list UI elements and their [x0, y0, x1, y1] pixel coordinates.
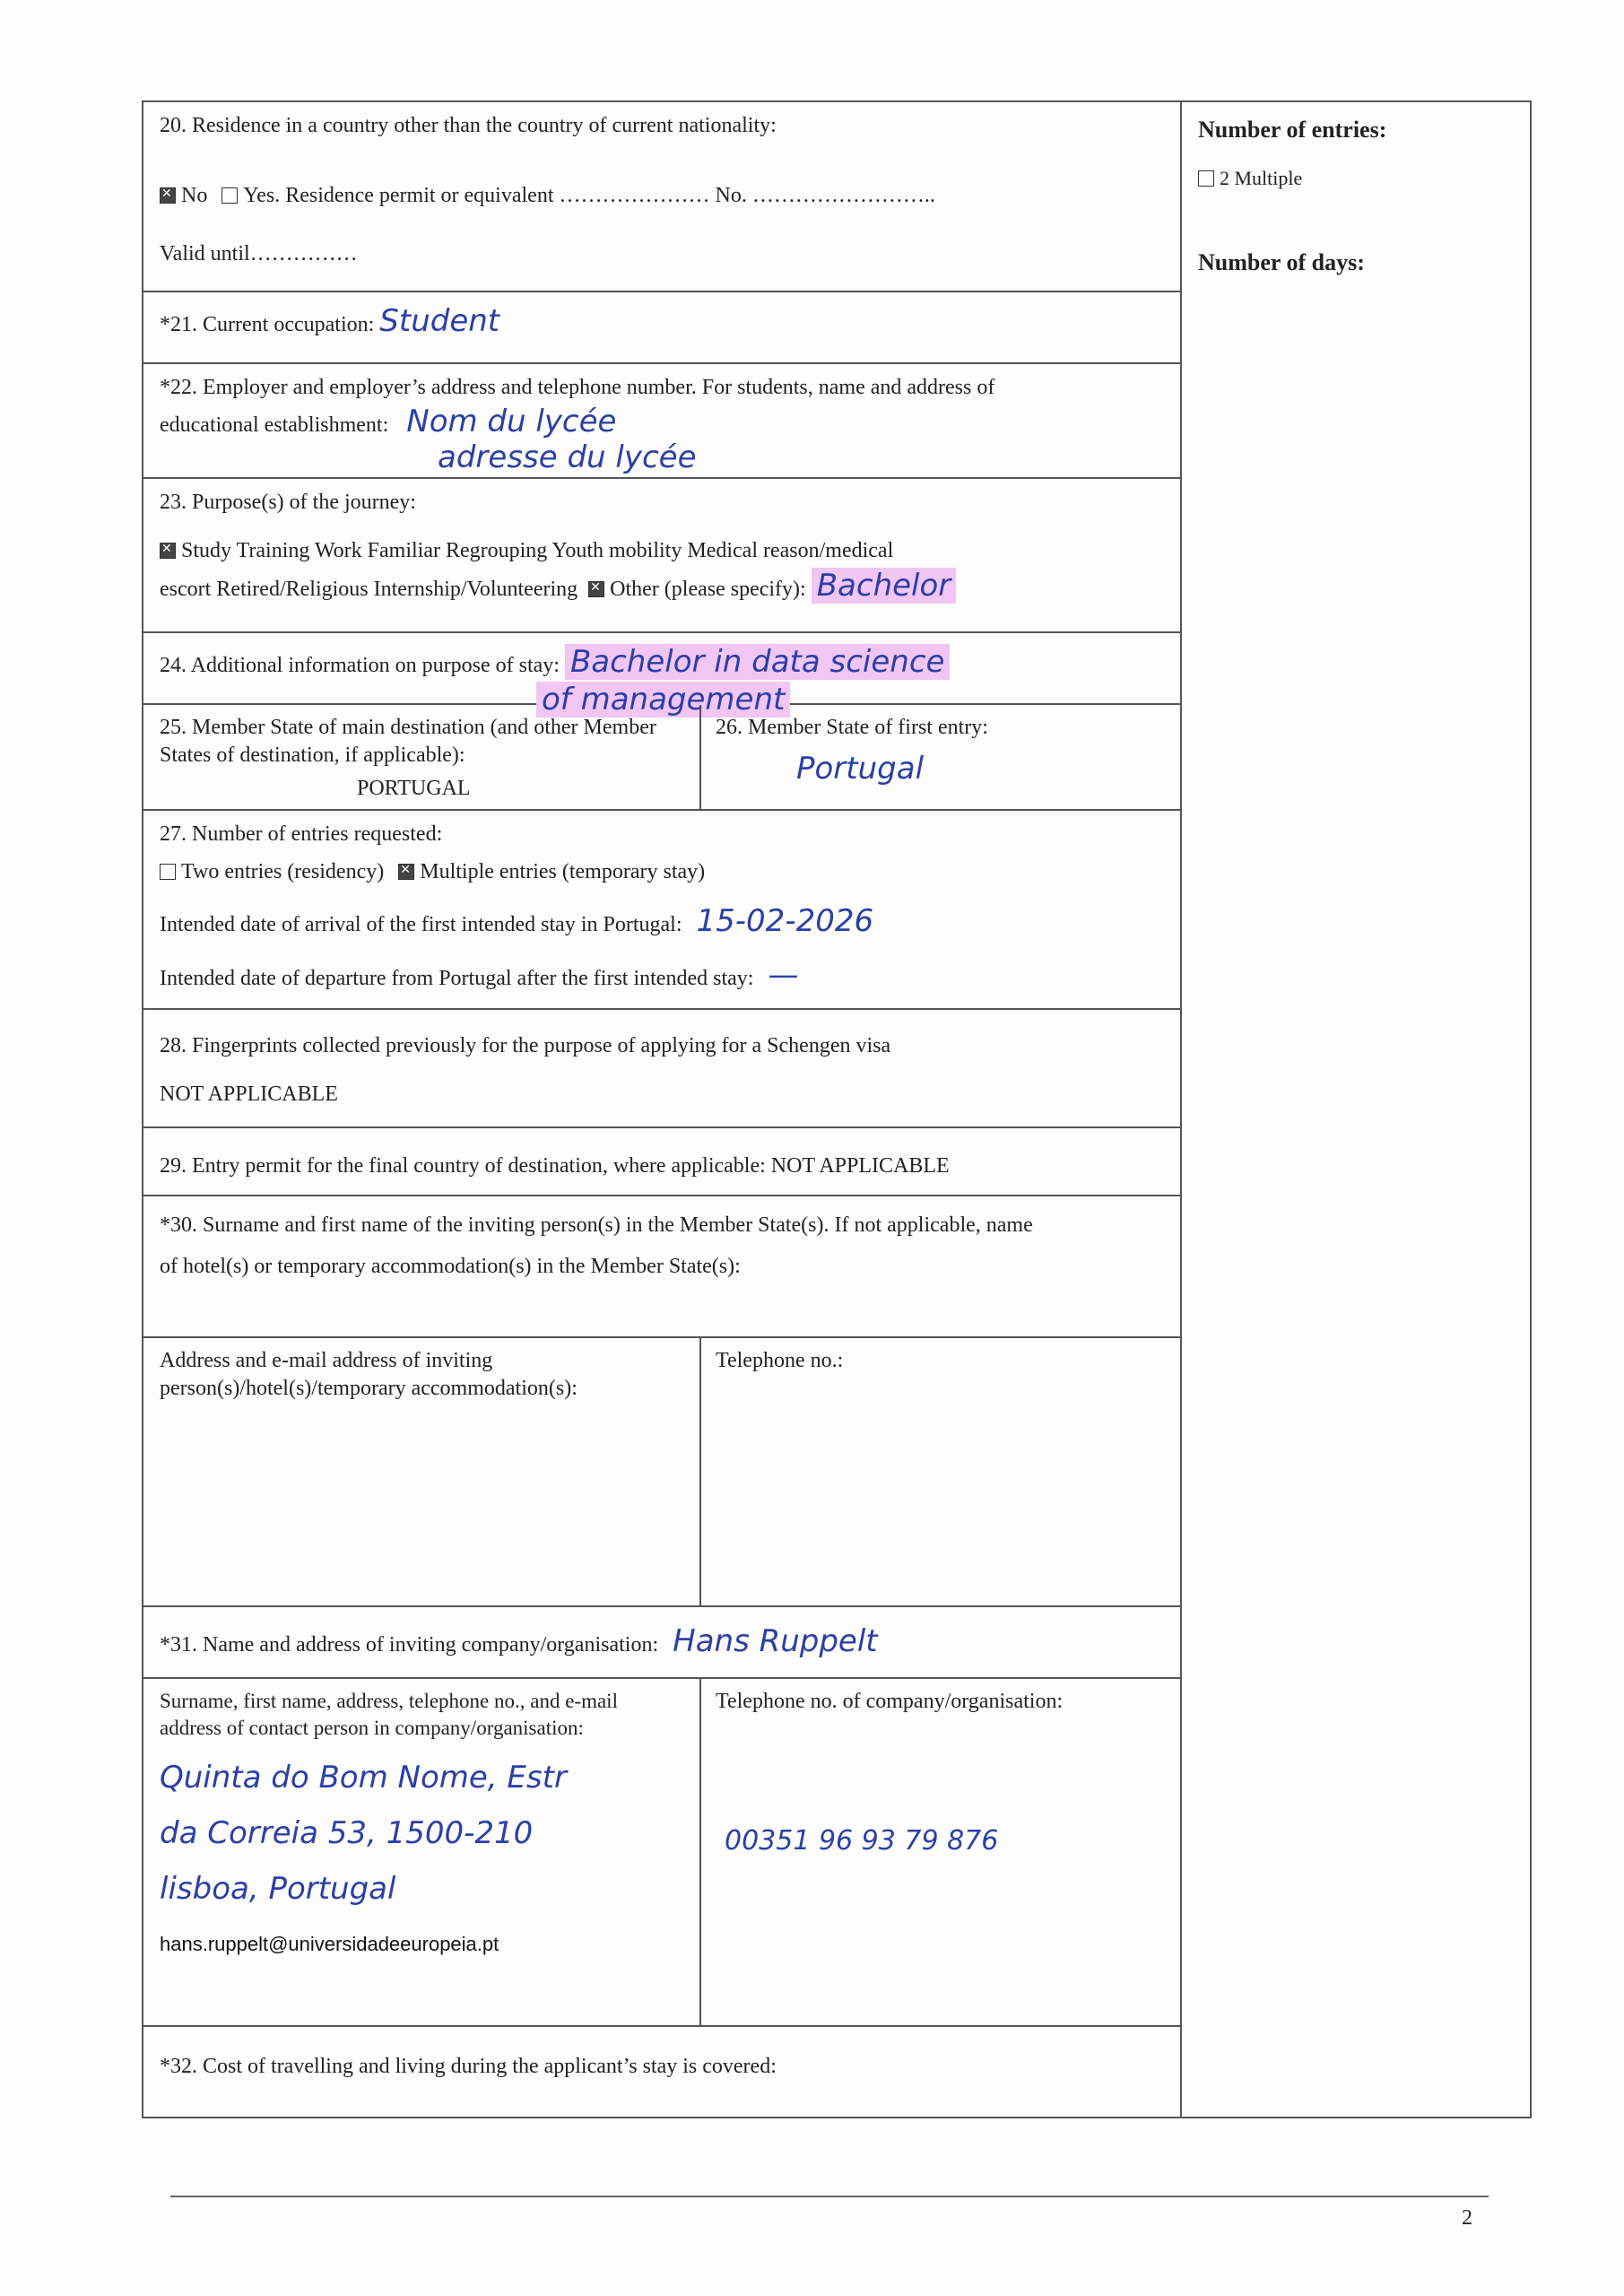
s27-multi-checkbox[interactable]: [398, 864, 414, 880]
section-24: [143, 633, 1182, 718]
s31-label: *31. Name and address of inviting company/organisation:: [160, 1633, 659, 1657]
contact-phone-value: 00351 96 93 79 876: [725, 1825, 999, 1857]
s23-other-label: Other (please specify):: [610, 577, 806, 601]
s20-title: 20. Residence in a country other than the country of current nationality:: [160, 114, 777, 137]
s23-study-checkbox[interactable]: [160, 543, 176, 559]
contact-addr3: lisboa, Portugal: [160, 1871, 396, 1908]
inviting-address-cell: [143, 1338, 699, 1605]
s30-label2: of hotel(s) or temporary accommodation(s) in the Member State(s):: [160, 1255, 741, 1279]
s20-no-checkbox[interactable]: [160, 187, 176, 204]
s32-label: *32. Cost of travelling and living during the applicant’s stay is covered:: [160, 2055, 777, 2078]
s21-value: Student: [379, 303, 500, 339]
s27-two-checkbox[interactable]: [160, 864, 176, 880]
s27-arrival-value: 15-02-2026: [696, 902, 874, 939]
s23-line1: Study Training Work Familiar Regrouping Youth mobility Medical reason/medical: [181, 539, 894, 563]
s24-label: 24. Additional information on purpose of stay:: [160, 654, 560, 677]
s21-label: *21. Current occupation:: [160, 313, 375, 336]
s30-label1: *30. Surname and first name of the inviting person(s) in the Member State(s). If not applicable, name: [160, 1213, 1033, 1237]
s20-yes-label: Yes. Residence permit or equivalent ………………… No. ……………………..: [243, 184, 935, 208]
footer-rule: [170, 2196, 1489, 2197]
section-30-details: [143, 1338, 1182, 1607]
contact-cell: [143, 1679, 699, 2025]
section-contact: [143, 1679, 1182, 2027]
entries-title: Number of entries:: [1198, 117, 1387, 143]
contact-email: hans.ruppelt@universidadeeuropeia.pt: [160, 1933, 499, 1956]
section-26: [699, 705, 1182, 809]
section-20: [143, 102, 1182, 292]
s28-label: 28. Fingerprints collected previously for the purpose of applying for a Schengen visa: [160, 1034, 891, 1057]
s25-label: 25. Member State of main destination (and other Member States of destination, if applicable):: [160, 716, 656, 768]
contact-addr1: Quinta do Bom Nome, Estr: [160, 1759, 567, 1796]
section-30: [143, 1196, 1182, 1338]
s27-title: 27. Number of entries requested:: [160, 822, 443, 846]
s30-phone-label: Telephone no.:: [716, 1349, 844, 1372]
section-23: [143, 479, 1182, 633]
s27-arrival-label: Intended date of arrival of the first intended stay in Portugal:: [160, 912, 682, 936]
s22-value1: Nom du lycée: [406, 404, 617, 440]
s27-two-label: Two entries (residency): [181, 860, 385, 884]
s22-value2: adresse du lycée: [438, 439, 697, 476]
section-32: [143, 2027, 1182, 2120]
contact-phone-label: Telephone no. of company/organisation:: [716, 1690, 1064, 1713]
s23-other-value: Bachelor: [812, 568, 957, 604]
s27-departure-value: —: [768, 956, 799, 993]
s23-other-checkbox[interactable]: [588, 581, 604, 597]
section-29: [143, 1128, 1182, 1196]
s20-no-label: No: [181, 184, 208, 208]
contact-label: Surname, first name, address, telephone no., and e-mail address of contact person in company/organisation:: [160, 1690, 618, 1739]
s24-value1: Bachelor in data science: [565, 644, 950, 680]
form-side-column: [1180, 100, 1532, 2118]
s26-label: 26. Member State of first entry:: [716, 716, 988, 739]
s29-label: 29. Entry permit for the final country of destination, where applicable: NOT APPLICABLE: [160, 1154, 950, 1178]
s26-value: Portugal: [796, 751, 925, 787]
section-22: [143, 364, 1182, 479]
section-25-26: [143, 705, 1182, 811]
s23-title: 23. Purpose(s) of the journey:: [160, 491, 416, 514]
visa-form: [142, 100, 1532, 2118]
page-number: 2: [1462, 2206, 1472, 2230]
s30-address-label: Address and e-mail address of inviting person(s)/hotel(s)/temporary accommodation(s):: [160, 1349, 578, 1401]
s25-value: PORTUGAL: [357, 777, 471, 801]
s20-valid: Valid until……………: [160, 241, 358, 265]
company-phone-cell: [699, 1679, 1182, 2025]
inviting-phone-cell: [699, 1338, 1182, 1605]
form-main-column: [142, 100, 1180, 2118]
s23-line2: escort Retired/Religious Internship/Volunteering: [160, 577, 578, 601]
contact-addr2: da Correia 53, 1500-210: [160, 1814, 534, 1851]
section-27: [143, 811, 1182, 1010]
s31-value: Hans Ruppelt: [673, 1623, 878, 1659]
s22-label1: *22. Employer and employer’s address and telephone number. For students, name and address of: [160, 376, 995, 399]
section-28: [143, 1010, 1182, 1128]
s22-label2: educational establishment:: [160, 413, 389, 438]
section-21: [143, 292, 1182, 364]
s27-multi-label: Multiple entries (temporary stay): [420, 860, 706, 884]
entries-checkbox[interactable]: [1198, 170, 1214, 187]
days-title: Number of days:: [1198, 249, 1365, 275]
section-31: [143, 1607, 1182, 1679]
s24-value2: of management: [536, 682, 790, 718]
s20-yes-checkbox[interactable]: [221, 187, 238, 204]
s28-value: NOT APPLICABLE: [160, 1083, 338, 1107]
s27-departure-label: Intended date of departure from Portugal after the first intended stay:: [160, 966, 754, 990]
section-25: [143, 705, 699, 809]
entries-options: 2 Multiple: [1220, 167, 1303, 189]
